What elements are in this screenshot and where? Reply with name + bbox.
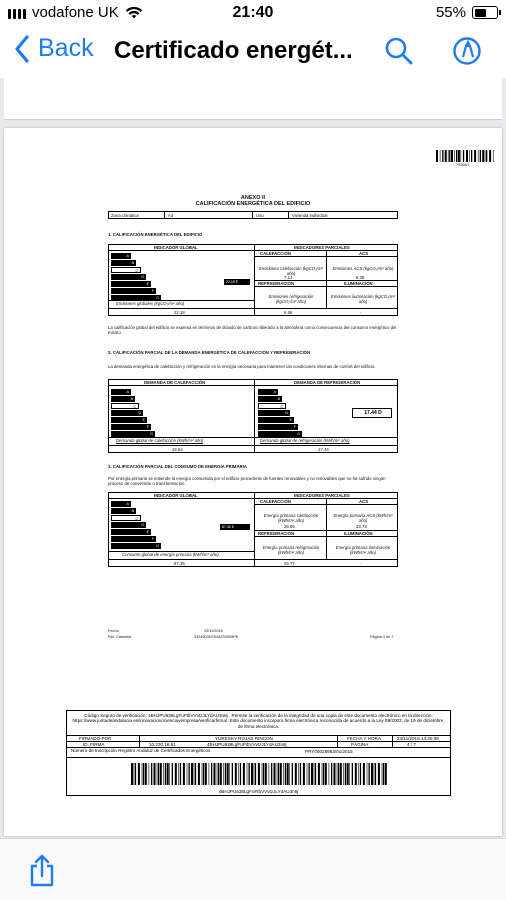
ep-cal-label: Energía primaria calefacción (kWh/m² año) [263,513,319,523]
rating-bar-f: F [111,288,156,294]
uso-label: Uso [256,213,264,218]
indicadores-parciales-header-3: INDICADORES PARCIALES [294,493,350,498]
bottom-toolbar [0,838,506,900]
battery-icon [472,6,498,19]
rating-bar-b: B [258,396,282,402]
rating-bar-g: G [111,431,155,437]
rating-bar-a: A [258,389,278,395]
id-firma-label: ID. FIRMA [83,742,105,747]
iluminacion-label-3: ILUMINACIÓN [344,531,373,536]
ep-acs-value: 33.73 [356,524,367,529]
section-3-paragraph: Por energía primaria se entiende la energía consumida por el edificio procedente de fuentes renovables y no renovables que no ha sufrido ningún proceso de conversión o transformación. [108,476,386,486]
calefaccion-label: CALEFACCIÓN [260,251,292,256]
emis-cal-label: Emisiones calefacción (kgCO₂/m² año) [259,266,323,276]
rating-bar-b: B [111,508,136,514]
zona-row [108,211,398,219]
indicadores-parciales-header: INDICADORES PARCIALES [294,245,350,250]
pagina-cell-label: PÁGINA [351,742,369,747]
zona-label: Zona climática [111,213,139,218]
uso-value: Vivienda individual [292,213,328,218]
status-bar [0,0,506,26]
annex-label: ANEXO II [240,195,266,201]
dem-cal-value: 16.64 [172,447,183,452]
battery-area [436,4,498,21]
emis-ilu-label: Emisiones iluminación (kgCO₂/m² año) [331,294,395,304]
rating-bar-e: E [111,529,151,535]
acs-label-3: ACS [359,499,369,504]
consumo-label: Consumo global de energía primaria (kWh/m² año) [122,552,219,557]
registro-value: PRY00028963/01/2015 [305,749,353,754]
dem-cal-label: Demanda global de calefacción (kWh/m² año) [116,438,204,443]
rating-bar-f: F [258,424,298,430]
rating-bar-c: C [111,515,141,521]
section-2-paragraph: La demanda energética de calefacción y refrigeración es la energía necesaria para mantener las condiciones internas de confort del edificio. [108,364,376,369]
firmado-por-value: YURESKY ROJAS RINCON [215,736,273,741]
page-number: Página 4 de 7 [370,635,394,639]
clock: 21:40 [232,4,274,21]
emis-cal-value: 7.13 [284,275,293,280]
section-1-paragraph: La calificación global del edificio se expresa en términos de dióxido de carbono liberado a la atmósfera como consecuencia del consumo energético del mismo. [108,325,397,335]
rating-bar-a: A [111,253,131,259]
rating-bar-a: A [111,501,131,507]
document-page [4,128,502,836]
previous-page [4,78,502,120]
rating-bar-b: B [111,396,135,402]
dem-ref-value: 17.44 [318,447,329,452]
back-label: Back [38,34,94,62]
back-button[interactable] [14,34,94,63]
battery-percent: 55% [435,4,466,21]
fecha-hora-label: FECHA Y HORA [347,736,382,741]
dem-ref-label: Demanda global de refrigeración (kWh/m² año) [260,438,350,443]
verification-text: Código Seguro de verificación: 4BHJPU638LgFuFtbVVvtzJLYdAU3n8j . Permite la verificación de la integridad de una copia de este documento electrónico en la dirección: https://www.juntadeandalucia.es/innovacionocienciayempresa/verificarfirma/. Este documento incorpora firma electrónica reconocida de acuerdo a la Ley 59/2003, de 19 de diciembre, de firma electrónica. [72,713,445,729]
rating-bar-c: C [111,403,139,409]
share-icon[interactable] [28,853,56,887]
fecha-value: 20/11/2015 [204,629,223,633]
emis-ilu-value: - [360,310,362,315]
rating-bar-b: B [111,260,136,266]
rating-bar-a: A [111,389,131,395]
section-1-title: 1. CALIFICACIÓN ENERGÉTICA DEL EDIFICIO [108,232,203,237]
ref-catastral-label: Ref. Catastral [108,635,132,639]
emis-ref-label: Emisiones refrigeración (kgCO₂/m² año) [268,294,314,304]
firmado-por-label: FIRMADO POR [79,736,112,741]
barcode-number: 753001 [456,162,470,167]
carrier-label: vodafone UK [32,4,119,21]
document-viewer[interactable] [0,78,506,838]
id-firma-code: 4BHJPU638LgFuFtbVVvtzJLYdAU3n8j [207,742,287,747]
rating-bar-c: C [111,267,141,273]
emis-global-label: Emisiones globales (kgCO₂/m² año) [116,301,185,306]
ep-ref-value: 26.77 [284,561,295,566]
rating-bar-g: G [111,295,161,301]
zona-value: A3 [168,213,174,218]
rating-bar-c: C [258,403,286,409]
ep-ref-label: Energía primaria refrigeración (kWh/m² año) [262,545,320,555]
barcode-image [436,150,494,162]
registro-label: Número de Inscripción Registro Andaluz de Certificados Energéticos [71,748,211,753]
iluminacion-label: ILUMINACIÓN [344,281,373,286]
rating-bar-d: D [111,274,146,280]
fecha-hora-value: 23/11/2015 14:30:08 [397,736,439,741]
section-2-title: 2. CALIFICACIÓN PARCIAL DE LA DEMANDA ENERGÉTICA DE CALEFACCIÓN Y REFRIGERACIÓN [108,350,311,355]
refrigeracion-label: REFRIGERACIÓN [258,281,295,286]
emis-ref-value: 6.66 [284,310,293,315]
rating-bar-g: G [111,543,161,549]
emis-acs-value: 8.39 [356,275,365,280]
verification-box [66,710,451,796]
page-title: Certificado energét... [114,37,353,64]
indicador-global-header-3: INDICADOR GLOBAL [154,493,198,498]
ep-acs-label: Energía primaria ACS (kWh/m² año) [333,513,393,523]
consumo-rating-badge: 87.35 E [220,524,250,530]
id-firma-value: 10.230.18.61 [149,742,176,747]
search-icon[interactable] [384,36,414,66]
rating-bar-f: F [111,424,151,430]
pagina-cell-value: 4 / 7 [407,742,416,747]
demanda-ref-badge: 17.44 D [352,408,392,418]
rating-bar-d: D [111,410,143,416]
ep-ilu-value: - [360,561,362,566]
chevron-left-icon [14,35,30,63]
indicador-global-header: INDICADOR GLOBAL [154,245,198,250]
demanda-ref-header: DEMANDA DE REFRIGERACIÓN [294,380,361,385]
calefaccion-label-3: CALEFACCIÓN [260,499,292,504]
fecha-label: Fecha [108,629,119,633]
doc-heading: CALIFICACIÓN ENERGÉTICA DEL EDIFICIO [195,201,311,207]
barcode-caption: 4BHJPU638LgFuFtbVVvtzJLYdAU3n8j [218,789,299,794]
emis-global-value: 22.18 [174,310,185,315]
rating-bar-g: G [258,431,302,437]
demanda-cal-header: DEMANDA DE CALEFACCIÓN [144,380,206,385]
acs-label: ACS [359,251,369,256]
consumo-value: 87.35 [174,561,185,566]
emis-acs-label: Emisiones ACS (kgCO₂/m² año) [332,266,394,271]
global-rating-badge: 22.18 E [224,279,250,285]
markup-icon[interactable] [452,36,482,66]
refrigeracion-label-3: REFRIGERACIÓN [258,531,295,536]
navigation-bar [0,26,506,78]
rating-bar-d: D [258,410,290,416]
rating-bar-e: E [111,417,147,423]
ep-cal-value: 26.95 [284,524,295,529]
rating-bar-e: E [111,281,151,287]
rating-bar-f: F [111,536,156,542]
section-3-title: 3. CALIFICACIÓN PARCIAL DEL CONSUMO DE ENERGÍA PRIMARIA [108,464,248,469]
ref-catastral-value: 3324503UF6432S0009PK [194,635,239,639]
ep-ilu-label: Energía primaria iluminación (kWh/m² año) [335,545,391,555]
footer-barcode [131,763,387,785]
rating-bar-e: E [258,417,294,423]
rating-bar-d: D [111,522,146,528]
